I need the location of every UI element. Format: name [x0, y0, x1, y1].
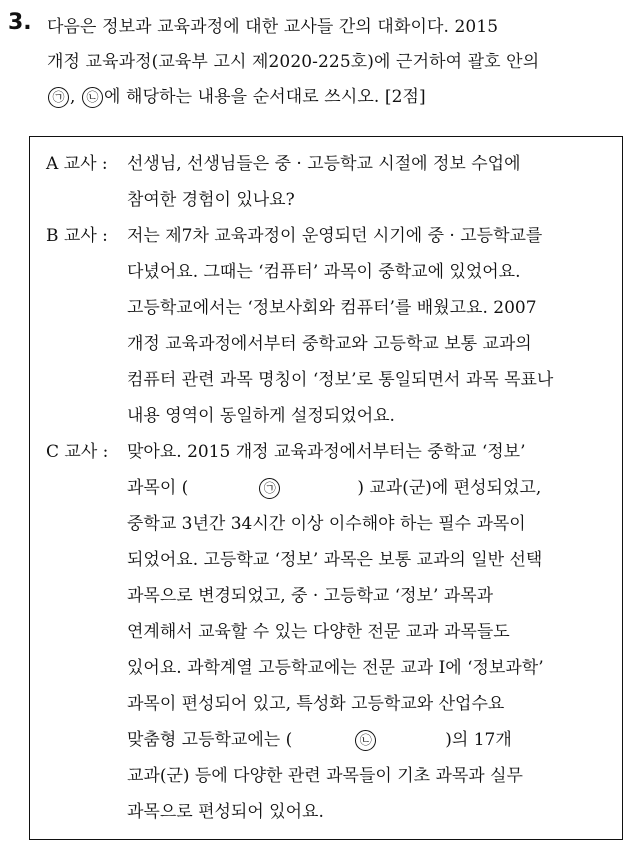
- speaker-c: C 교사 :: [46, 442, 109, 462]
- dialogue-b-line-6: 내용 영역이 동일하게 설정되었어요.: [127, 406, 395, 426]
- dialogue-c-line-4: 되었어요. 고등학교 ‘정보’ 과목은 보통 교과의 일반 선택: [127, 550, 543, 570]
- speaker-b: B 교사 :: [46, 226, 108, 246]
- dialogue-b-line-5: 컴퓨터 관련 과목 명칭이 ‘정보’로 통일되면서 과목 목표나: [127, 370, 554, 390]
- speaker-a: A 교사 :: [46, 154, 108, 174]
- mark-separator: ,: [70, 87, 82, 107]
- dialogue-c-line-9-pre: 맞춤형 고등학교에는 (: [127, 730, 293, 750]
- question-text-line-1: 다음은 정보과 교육과정에 대한 교사들 간의 대화이다. 2015: [47, 17, 499, 37]
- circled-mark-b: ㉡: [82, 87, 103, 108]
- dialogue-b-line-4: 개정 교육과정에서부터 중학교와 고등학교 보통 교과의: [127, 334, 532, 354]
- blank-mark-b: ㉡: [355, 730, 376, 751]
- circled-mark-a: ㉠: [48, 87, 69, 108]
- dialogue-b-line-3: 고등학교에서는 ‘정보사회와 컴퓨터’를 배웠고요. 2007: [127, 298, 537, 318]
- dialogue-box: [29, 136, 623, 840]
- dialogue-c-line-2: [127, 473, 541, 499]
- dialogue-c-line-10: 교과(군) 등에 다양한 관련 과목들이 기초 과목과 실무: [127, 766, 523, 786]
- dialogue-c-line-6: 연계해서 교육할 수 있는 다양한 전문 교과 과목들도: [127, 622, 510, 642]
- dialogue-c-line-2-post: ) 교과(군)에 편성되었고,: [357, 478, 542, 498]
- question-text-line-2: 개정 교육과정(교육부 고시 제2020-225호)에 근거하여 괄호 안의: [47, 52, 540, 72]
- dialogue-a-line-1: 선생님, 선생님들은 중 · 고등학교 시절에 정보 수업에: [127, 154, 521, 174]
- dialogue-c-line-9: [127, 725, 512, 751]
- blank-mark-a: ㉠: [259, 478, 280, 499]
- dialogue-c-line-9-post: )의 17개: [445, 730, 512, 750]
- dialogue-c-line-2-pre: 과목이 (: [127, 478, 189, 498]
- dialogue-c-line-7: 있어요. 과학계열 고등학교에는 전문 교과 Ⅰ에 ‘정보과학’: [127, 658, 544, 678]
- dialogue-c-line-1: 맞아요. 2015 개정 교육과정에서부터는 중학교 ‘정보’: [127, 442, 526, 462]
- dialogue-b-line-2: 다녔어요. 그때는 ‘컴퓨터’ 과목이 중학교에 있었어요.: [127, 262, 521, 282]
- question-text-line-3-rest: 에 해당하는 내용을 순서대로 쓰시오. [2점]: [104, 87, 426, 107]
- dialogue-c-line-5: 과목으로 변경되었고, 중 · 고등학교 ‘정보’ 과목과: [127, 586, 494, 606]
- dialogue-c-line-3: 중학교 3년간 34시간 이상 이수해야 하는 필수 과목이: [127, 514, 526, 534]
- dialogue-b-line-1: 저는 제7차 교육과정이 운영되던 시기에 중 · 고등학교를: [127, 226, 543, 246]
- question-text-line-3: [47, 82, 426, 108]
- question-number: 3.: [8, 10, 32, 35]
- dialogue-c-line-8: 과목이 편성되어 있고, 특성화 고등학교와 산업수요: [127, 694, 505, 714]
- dialogue-c-line-11: 과목으로 편성되어 있어요.: [127, 802, 324, 822]
- dialogue-a-line-2: 참여한 경험이 있나요?: [127, 190, 295, 210]
